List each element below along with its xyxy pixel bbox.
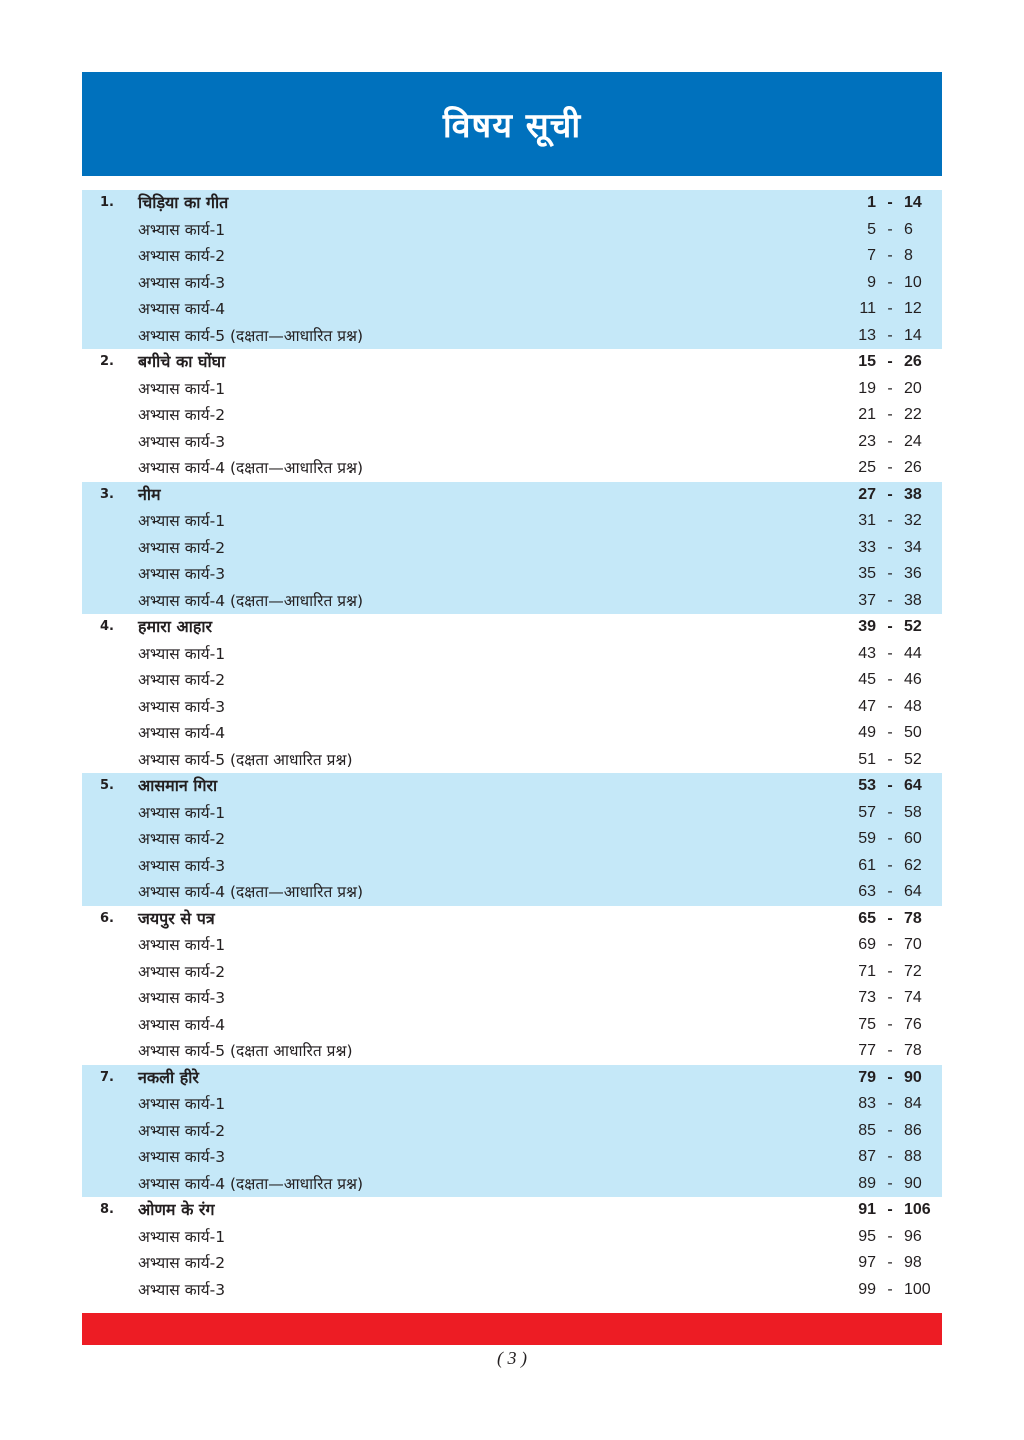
page-range-dash: - [887,1015,893,1033]
page-from: 89 [858,1174,876,1192]
page-range-dash: - [887,909,893,927]
chapter-title: नकली हीरे [138,1067,199,1087]
exercise-row [82,376,942,403]
page-range-dash: - [887,485,893,503]
exercise-label: अभ्यास कार्य-1 [138,803,226,822]
page-to: 96 [904,1227,922,1245]
exercise-label: अभ्यास कार्य-3 [138,989,226,1007]
page-range [842,1144,942,1171]
exercise-label: अभ्यास कार्य-4 [138,1015,226,1034]
page-from: 5 [867,220,876,238]
exercise-label: अभ्यास कार्य-4 (दक्षता—आधारित प्रश्न) [138,591,364,610]
page-from: 71 [858,962,876,980]
page-range-dash: - [887,644,893,662]
page-range-dash: - [887,724,893,741]
page-range [842,826,942,853]
exercise-label: अभ्यास कार्य-2 [138,830,226,848]
page-range [842,535,942,562]
table-of-contents [82,190,942,1303]
chapter-block [82,906,942,1065]
page-range [842,323,942,350]
page-from: 73 [858,989,876,1006]
page-range-dash: - [887,1042,893,1059]
page-to: 98 [904,1254,922,1271]
chapter-number: 4. [100,619,114,634]
chapter-title: जयपुर से पत्र [138,908,215,928]
exercise-label: अभ्यास कार्य-3 [138,565,226,583]
page-range [842,773,942,800]
page-range [842,694,942,721]
page-to: 64 [904,777,922,794]
chapter-block [82,482,942,615]
exercise-label: अभ्यास कार्य-1 [138,220,226,239]
page-to: 48 [904,697,922,715]
page-to: 26 [904,353,922,370]
exercise-label: अभ्यास कार्य-1 [138,644,226,663]
page-title: विषय सूची [442,106,582,146]
page-range [842,720,942,747]
page-range [842,1171,942,1198]
page-range-dash: - [887,1254,893,1271]
chapter-heading-row [82,190,942,217]
page-to: 38 [904,485,922,503]
page-to: 78 [904,1042,922,1059]
page-from: 49 [858,724,876,741]
page-from: 25 [858,459,876,476]
page-to: 70 [904,936,922,953]
exercise-row [82,588,942,615]
page-to: 8 [904,247,913,264]
footer-bar [82,1313,942,1345]
page-range [842,1197,942,1224]
page-range-dash: - [887,1174,893,1192]
page-to: 106 [904,1201,931,1218]
page-from: 21 [858,406,876,423]
exercise-row [82,296,942,323]
page-to: 100 [904,1280,931,1298]
exercise-label: अभ्यास कार्य-1 [138,936,226,954]
page-range [842,429,942,456]
exercise-row [82,1171,942,1198]
page-to: 64 [904,883,922,900]
page-range [842,641,942,668]
page-range-dash: - [887,459,893,476]
page-to: 90 [904,1174,922,1192]
exercise-label: अभ्यास कार्य-3 [138,1280,226,1299]
page-range-dash: - [887,326,893,344]
exercise-row [82,985,942,1012]
page-range [842,1038,942,1065]
page-to: 88 [904,1148,922,1165]
chapter-number: 5. [100,778,114,793]
exercise-row [82,243,942,270]
chapter-number: 6. [100,910,114,926]
chapter-block [82,1065,942,1198]
exercise-row [82,270,942,297]
chapter-title: ओणम के रंग [138,1200,215,1219]
exercise-row [82,853,942,880]
exercise-label: अभ्यास कार्य-2 [138,538,226,557]
page-from: 79 [858,1068,876,1086]
exercise-label: अभ्यास कार्य-2 [138,671,226,689]
page-to: 14 [904,194,922,211]
exercise-label: अभ्यास कार्य-2 [138,247,226,265]
exercise-label: अभ्यास कार्य-5 (दक्षता आधारित प्रश्न) [138,1042,353,1060]
exercise-row [82,959,942,986]
page-range-dash: - [887,538,893,556]
page-to: 84 [904,1095,922,1112]
page-from: 7 [867,247,876,264]
page-to: 36 [904,565,922,582]
page-range-dash: - [887,565,893,582]
page-range [842,667,942,694]
page-from: 99 [858,1280,876,1298]
page-to: 50 [904,724,922,741]
page-range-dash: - [887,1148,893,1165]
page-from: 65 [858,909,876,927]
chapter-number: 1. [100,195,114,210]
page-to: 20 [904,379,922,397]
page-from: 63 [858,883,876,900]
page-range-dash: - [887,856,893,874]
page-from: 31 [858,512,876,529]
page-range-dash: - [887,591,893,609]
page-range-dash: - [887,194,893,211]
chapter-title: हमारा आहार [138,617,213,636]
page-to: 26 [904,459,922,476]
page-to: 24 [904,432,922,450]
page-range [842,1091,942,1118]
page-to: 32 [904,512,922,529]
page-range-dash: - [887,830,893,847]
exercise-row [82,800,942,827]
page-from: 19 [858,379,876,397]
page-range [842,270,942,297]
exercise-row [82,1091,942,1118]
exercise-label: अभ्यास कार्य-2 [138,406,226,424]
page-range-dash: - [887,750,893,768]
exercise-label: अभ्यास कार्य-2 [138,962,226,981]
exercise-row [82,508,942,535]
exercise-row [82,323,942,350]
page-from: 43 [858,644,876,662]
page-range [842,217,942,244]
page-range [842,1277,942,1304]
chapter-heading-row [82,773,942,800]
exercise-label: अभ्यास कार्य-4 (दक्षता—आधारित प्रश्न) [138,1174,364,1193]
page-to: 86 [904,1121,922,1139]
page-range-dash: - [887,671,893,688]
exercise-label: अभ्यास कार्य-4 [138,300,226,318]
page-to: 38 [904,591,922,609]
chapter-block [82,773,942,906]
page-to: 72 [904,962,922,980]
page-from: 97 [858,1254,876,1271]
page-range [842,455,942,482]
page-range-dash: - [887,803,893,821]
page-range-dash: - [887,1095,893,1112]
exercise-row [82,1250,942,1277]
page-range-dash: - [887,512,893,529]
exercise-label: अभ्यास कार्य-3 [138,1148,226,1166]
exercise-label: अभ्यास कार्य-4 [138,724,226,742]
exercise-row [82,826,942,853]
exercise-label: अभ्यास कार्य-2 [138,1254,226,1272]
page-range [842,985,942,1012]
exercise-label: अभ्यास कार्य-2 [138,1121,226,1140]
page-from: 27 [858,485,876,503]
page-from: 33 [858,538,876,556]
page-to: 62 [904,856,922,874]
page-range-dash: - [887,353,893,370]
page-range [842,482,942,509]
page-number: ( 3 ) [497,1348,527,1368]
page-range-dash: - [887,273,893,291]
page-range [842,959,942,986]
chapter-heading-row [82,349,942,376]
page-to: 6 [904,220,913,238]
page-from: 53 [858,777,876,794]
chapter-heading-row [82,1197,942,1224]
page-to: 74 [904,989,922,1006]
page-from: 15 [858,353,876,370]
chapter-block [82,614,942,773]
chapter-block [82,1197,942,1303]
page-from: 45 [858,671,876,688]
exercise-label: अभ्यास कार्य-4 (दक्षता—आधारित प्रश्न) [138,883,364,901]
chapter-title: चिड़िया का गीत [138,193,229,212]
chapter-title: बगीचे का घोंघा [138,352,226,371]
page-to: 52 [904,618,922,635]
page-from: 9 [867,273,876,291]
page-from: 87 [858,1148,876,1165]
page-range-dash: - [887,1201,893,1218]
chapter-number: 3. [100,486,114,502]
page-range-dash: - [887,220,893,238]
page-from: 83 [858,1095,876,1112]
page-range-dash: - [887,1121,893,1139]
exercise-row [82,402,942,429]
page-from: 11 [859,300,876,317]
chapter-block [82,190,942,349]
page-from: 13 [858,326,876,344]
page-to: 60 [904,830,922,847]
page-from: 47 [858,697,876,715]
page-range-dash: - [887,1068,893,1086]
page-to: 44 [904,644,922,662]
page-to: 46 [904,671,922,688]
page-range-dash: - [887,1227,893,1245]
exercise-label: अभ्यास कार्य-1 [138,379,226,398]
exercise-row [82,455,942,482]
page-range [842,402,942,429]
page-range-dash: - [887,618,893,635]
exercise-label: अभ्यास कार्य-4 (दक्षता—आधारित प्रश्न) [138,459,364,477]
page-range [842,349,942,376]
page-to: 14 [904,326,922,344]
exercise-label: अभ्यास कार्य-5 (दक्षता आधारित प्रश्न) [138,750,353,769]
page-range-dash: - [887,697,893,715]
page-from: 1 [867,194,876,211]
exercise-label: अभ्यास कार्य-1 [138,1227,226,1246]
page-from: 91 [858,1201,876,1218]
exercise-label: अभ्यास कार्य-5 (दक्षता—आधारित प्रश्न) [138,326,364,345]
page-range-dash: - [887,777,893,794]
page-from: 61 [858,856,876,874]
page-range-dash: - [887,936,893,953]
chapter-heading-row [82,906,942,933]
exercise-row [82,667,942,694]
page-range [842,853,942,880]
exercise-label: अभ्यास कार्य-3 [138,697,226,716]
exercise-row [82,1038,942,1065]
page-range-dash: - [887,883,893,900]
page-range-dash: - [887,247,893,264]
chapter-block [82,349,942,482]
page-from: 59 [858,830,876,847]
page-from: 95 [858,1227,876,1245]
page-range [842,614,942,641]
page-to: 10 [904,273,922,291]
exercise-row [82,694,942,721]
title-banner [82,72,942,176]
page-from: 69 [858,936,876,953]
exercise-row [82,561,942,588]
page-from: 37 [858,591,876,609]
page-range [842,1065,942,1092]
page-to: 76 [904,1015,922,1033]
page-from: 51 [858,750,876,768]
exercise-label: अभ्यास कार्य-1 [138,1095,226,1113]
page-range [842,508,942,535]
exercise-row [82,217,942,244]
page-from: 57 [858,803,876,821]
page-range-dash: - [887,989,893,1006]
page-range [842,747,942,774]
exercise-label: अभ्यास कार्य-1 [138,512,226,530]
page-range [842,296,942,323]
page-to: 12 [904,300,922,317]
exercise-row [82,1118,942,1145]
page-range-dash: - [887,1280,893,1298]
exercise-row [82,1224,942,1251]
page-from: 77 [858,1042,876,1059]
page-range [842,1250,942,1277]
page-from: 39 [858,618,876,635]
page-range [842,932,942,959]
page-range [842,376,942,403]
page-to: 22 [904,406,922,423]
page-range [842,190,942,217]
exercise-label: अभ्यास कार्य-3 [138,432,226,451]
page-range [842,1012,942,1039]
page-from: 35 [858,565,876,582]
page-range-dash: - [887,962,893,980]
exercise-row [82,535,942,562]
page-range [842,879,942,906]
page-from: 85 [858,1121,876,1139]
page-range [842,561,942,588]
page-to: 90 [904,1068,922,1086]
page-range-dash: - [887,432,893,450]
exercise-row [82,1277,942,1304]
exercise-row [82,747,942,774]
page-from: 23 [858,432,876,450]
page-range [842,243,942,270]
chapter-heading-row [82,482,942,509]
exercise-row [82,429,942,456]
chapter-heading-row [82,614,942,641]
page-range-dash: - [887,300,893,317]
exercise-row [82,932,942,959]
page-to: 34 [904,538,922,556]
page-range-dash: - [887,379,893,397]
page-to: 58 [904,803,922,821]
chapter-title: आसमान गिरा [138,776,218,795]
page-range [842,588,942,615]
exercise-row [82,720,942,747]
chapter-number: 7. [100,1069,114,1085]
page-range [842,800,942,827]
exercise-row [82,641,942,668]
chapter-number: 8. [100,1202,114,1217]
exercise-row [82,879,942,906]
chapter-heading-row [82,1065,942,1092]
page-range [842,1118,942,1145]
exercise-label: अभ्यास कार्य-3 [138,856,226,875]
exercise-row [82,1144,942,1171]
exercise-row [82,1012,942,1039]
chapter-title: नीम [138,484,161,504]
exercise-label: अभ्यास कार्य-3 [138,273,226,292]
page-range [842,906,942,933]
page-to: 78 [904,909,922,927]
page-range [842,1224,942,1251]
page-from: 75 [858,1015,876,1033]
page-to: 52 [904,750,922,768]
page-range-dash: - [887,406,893,423]
chapter-number: 2. [100,354,114,369]
